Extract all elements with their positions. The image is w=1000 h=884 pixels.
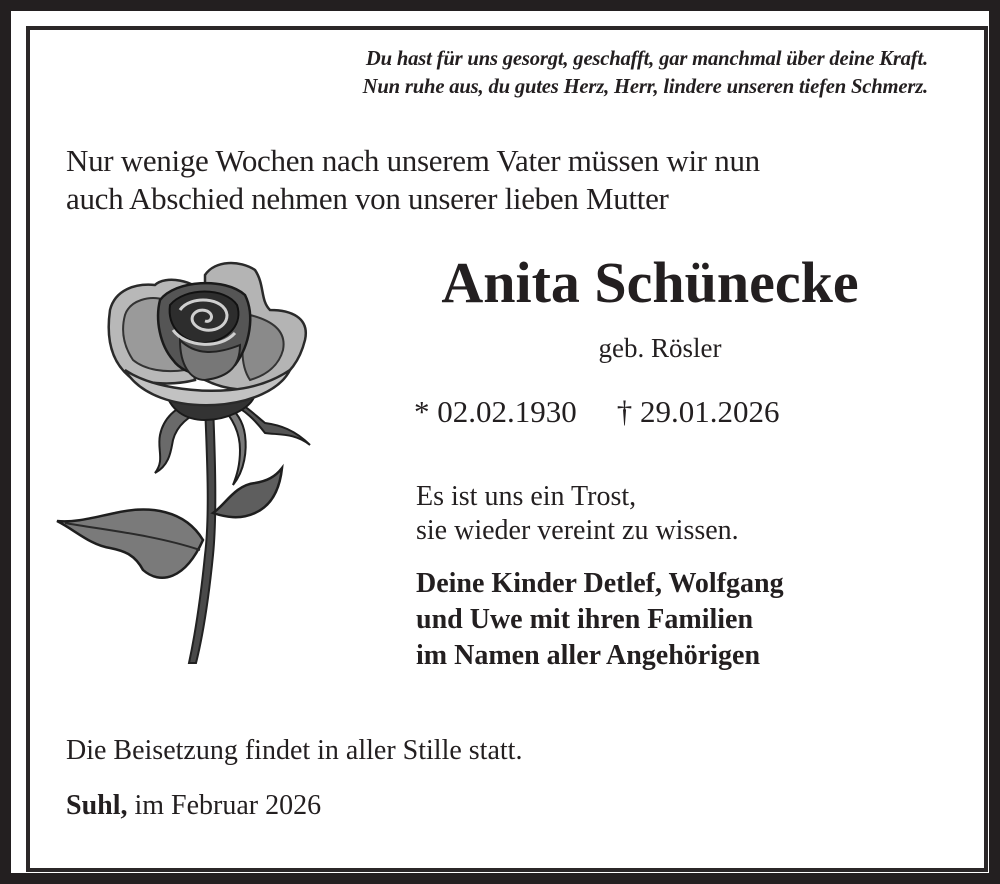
intro-line: auch Abschied nehmen von unserer lieben Mutter	[66, 181, 669, 216]
verse-line: Es ist uns ein Trost,	[416, 481, 637, 512]
consolation-verse	[416, 480, 936, 548]
verse-line: sie wieder vereint zu wissen.	[416, 515, 739, 546]
place-date	[66, 788, 766, 824]
rose-icon	[55, 255, 320, 665]
mourners-signature	[416, 566, 936, 674]
intro-text	[66, 142, 946, 218]
signer-line: und Uwe mit ihren Familien	[416, 604, 754, 635]
signer-line: Deine Kinder Detlef, Wolfgang	[416, 568, 784, 599]
intro-line: Nur wenige Wochen nach unserem Vater müssen wir nun	[66, 143, 760, 178]
quote-line: Nun ruhe aus, du gutes Herz, Herr, lindere unseren tiefen Schmerz.	[362, 74, 928, 98]
quote-line: Du hast für uns gesorgt, geschafft, gar manchmal über deine Kraft.	[365, 46, 928, 70]
birth-date: * 02.02.1930	[414, 394, 577, 429]
burial-note: Die Beisetzung findet in aller Stille statt.	[66, 735, 523, 766]
deceased-name: Anita Schünecke	[441, 250, 859, 315]
life-dates	[414, 392, 934, 432]
death-date: † 29.01.2026	[616, 394, 780, 429]
signer-line: im Namen aller Angehörigen	[416, 640, 761, 671]
opening-quote	[143, 44, 928, 100]
notice-date: im Februar 2026	[127, 790, 322, 821]
place-name: Suhl,	[66, 790, 128, 821]
birth-name: geb. Rösler	[598, 333, 722, 363]
